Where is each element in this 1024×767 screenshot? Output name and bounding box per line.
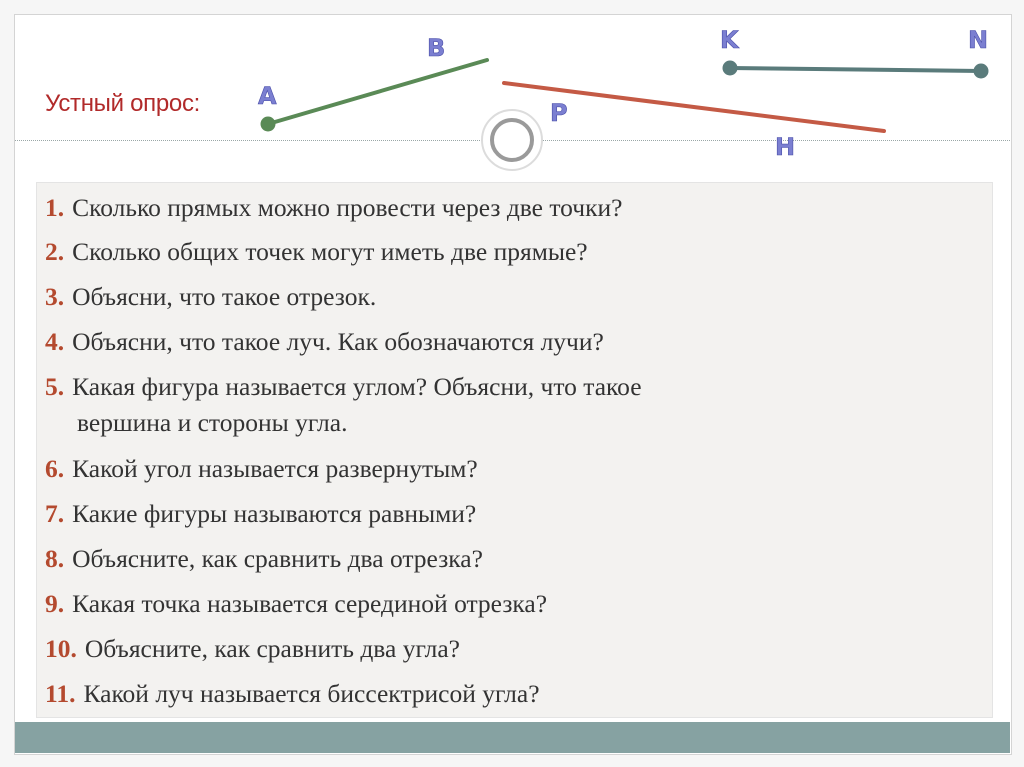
point-n xyxy=(974,64,989,79)
question-number: 11. xyxy=(45,679,76,708)
label-b: B xyxy=(427,34,446,62)
segment-kn xyxy=(730,68,981,71)
question-number: 10. xyxy=(45,634,77,663)
question-text: Какой угол называется развернутым? xyxy=(72,454,478,483)
point-a xyxy=(261,117,276,132)
question-item xyxy=(45,496,476,532)
questions-panel xyxy=(36,182,993,718)
question-text: Объясни, что такое луч. Как обозначаются лучи? xyxy=(72,327,604,356)
question-item xyxy=(45,586,547,622)
question-item xyxy=(45,279,376,315)
ring-ornament-inner xyxy=(492,120,532,160)
label-a: A xyxy=(258,82,277,110)
question-item xyxy=(45,324,604,360)
ray-ab xyxy=(268,60,487,124)
question-text-continuation: вершина и стороны угла. xyxy=(77,408,348,437)
question-text: Какие фигуры называются равными? xyxy=(72,499,477,528)
label-p: P xyxy=(550,99,568,127)
geometry-figures xyxy=(0,0,1024,180)
slide-title: Устный опрос: xyxy=(45,90,201,117)
question-text: Какая точка называется серединой отрезка? xyxy=(72,589,548,618)
question-item xyxy=(45,676,540,712)
question-item xyxy=(45,631,460,667)
question-item xyxy=(45,190,622,226)
question-item xyxy=(45,234,588,270)
question-text: Сколько прямых можно провести через две точки? xyxy=(72,193,623,222)
point-k xyxy=(723,61,738,76)
footer-bar xyxy=(15,722,1010,753)
question-number: 7. xyxy=(45,499,65,528)
label-n: N xyxy=(968,26,989,54)
question-text: Объясните, как сравнить два угла? xyxy=(84,634,460,663)
question-number: 5. xyxy=(45,372,65,401)
question-number: 3. xyxy=(45,282,65,311)
label-k: K xyxy=(720,26,739,54)
question-number: 4. xyxy=(45,327,65,356)
question-number: 9. xyxy=(45,589,65,618)
question-text: Объясните, как сравнить два отрезка? xyxy=(72,544,483,573)
question-text: Объясни, что такое отрезок. xyxy=(72,282,377,311)
question-item xyxy=(45,451,478,487)
question-item xyxy=(45,541,483,577)
question-item xyxy=(45,369,642,437)
question-number: 2. xyxy=(45,237,65,266)
question-number: 8. xyxy=(45,544,65,573)
question-text: Какая фигура называется углом? Объясни, что такое xyxy=(72,372,642,401)
question-text: Какой луч называется биссектрисой угла? xyxy=(83,679,540,708)
label-h: H xyxy=(775,133,796,161)
question-number: 6. xyxy=(45,454,65,483)
question-text: Сколько общих точек могут иметь две прямые? xyxy=(72,237,588,266)
question-number: 1. xyxy=(45,193,65,222)
